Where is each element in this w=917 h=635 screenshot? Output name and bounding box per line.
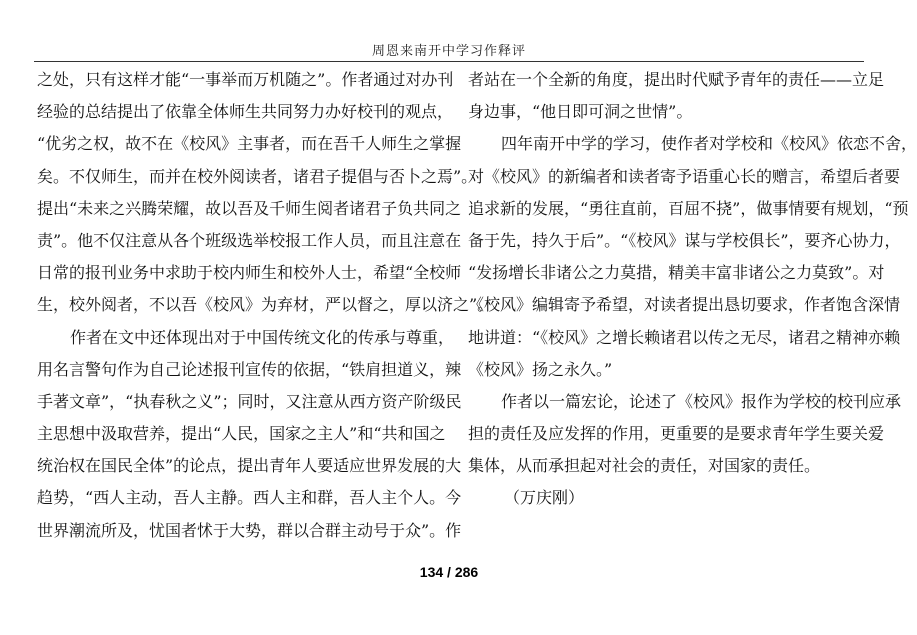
left-text-column bbox=[37, 64, 494, 547]
text-line: 担的责任及应发挥的作用，更重要的是要求青年学生要关爱 bbox=[468, 424, 885, 444]
paragraph-first-line: 作者在文中还体现出对于中国传统文化的传承与尊重， bbox=[70, 327, 455, 347]
text-line: 《校风》扬之永久。” bbox=[468, 359, 613, 379]
right-text-column bbox=[468, 64, 917, 515]
text-line: 之处，只有这样才能“一事举而万机随之”。作者通过对办刊 bbox=[37, 70, 454, 89]
text-line: 用名言警句作为自己论述报刊宣传的依据，“铁肩担道义，辣 bbox=[37, 359, 462, 379]
paragraph-first-line: 作者以一篇宏论，论述了《校风》报作为学校的校刊应承 bbox=[501, 391, 902, 411]
text-line: 趋势，“西人主动，吾人主静。西人主和群，吾人主个人。今 bbox=[37, 488, 462, 508]
text-line: 主思想中汲取营养，提出“人民，国家之主人”和“共和国之 bbox=[37, 424, 446, 444]
text-line: 统治权在国民全体”的论点，提出青年人要适应世界发展的大 bbox=[37, 456, 462, 476]
header-rule bbox=[34, 61, 864, 62]
text-line: 世界潮流所及，忧国者怵于大势，群以合群主动号于众”。作 bbox=[37, 520, 462, 540]
text-line: “优劣之权，故不在《校风》主事者，而在吾千人师生之掌握 bbox=[37, 134, 462, 154]
text-line: 备于先，持久于后”。“《校风》谋与学校俱长”，要齐心协力， bbox=[468, 230, 901, 250]
page-number-indicator: 134 / 286 bbox=[419, 564, 479, 580]
paragraph-first-line: 四年南开中学的学习，使作者对学校和《校风》依恋不舍， bbox=[501, 134, 917, 154]
text-line: 者站在一个全新的角度，提出时代赋予青年的责任——立足 bbox=[468, 70, 885, 89]
text-line: 地讲道：“《校风》之增长赖诸君以传之无尽，诸君之精神亦赖 bbox=[468, 327, 901, 347]
text-line: 身边事，“他日即可洞之世情”。 bbox=[468, 102, 693, 122]
text-line: 日常的报刊业务中求助于校内师生和校外人士，希望“全校师 bbox=[37, 263, 462, 283]
running-header: 周恩来南开中学习作释评 bbox=[371, 44, 526, 59]
text-line: 矣。不仅师生，而并在校外阅读者，诸君子提倡与否卜之焉”。 bbox=[37, 166, 478, 186]
text-line: 提出“未来之兴腾荣耀，故以吾及千师生阅者诸君子负共同之 bbox=[37, 198, 462, 218]
author-signature: （万庆刚） bbox=[504, 488, 585, 508]
text-line: 经验的总结提出了依靠全体师生共同努力办好校刊的观点， bbox=[37, 102, 454, 122]
text-line: 生，校外阅者，不以吾《校风》为弃材，严以督之，厚以济之”。 bbox=[37, 295, 494, 315]
text-line: 责”。他不仅注意从各个班级选举校报工作人员，而且注意在 bbox=[37, 230, 462, 250]
text-line: 《校风》编辑寄予希望，对读者提出恳切要求，作者饱含深情 bbox=[468, 295, 901, 315]
text-line: “发扬增长非诸公之力莫措，精美丰富非诸公之力莫致”。对 bbox=[468, 263, 885, 283]
text-line: 对《校风》的新编者和读者寄予语重心长的赠言，希望后者要 bbox=[468, 166, 901, 186]
text-line: 追求新的发展，“勇往直前，百屈不挠”，做事情要有规划，“预 bbox=[468, 198, 909, 218]
text-line: 手著文章”，“执春秋之义”；同时，又注意从西方资产阶级民 bbox=[37, 391, 462, 411]
text-line: 集体，从而承担起对社会的责任，对国家的责任。 bbox=[468, 456, 821, 476]
